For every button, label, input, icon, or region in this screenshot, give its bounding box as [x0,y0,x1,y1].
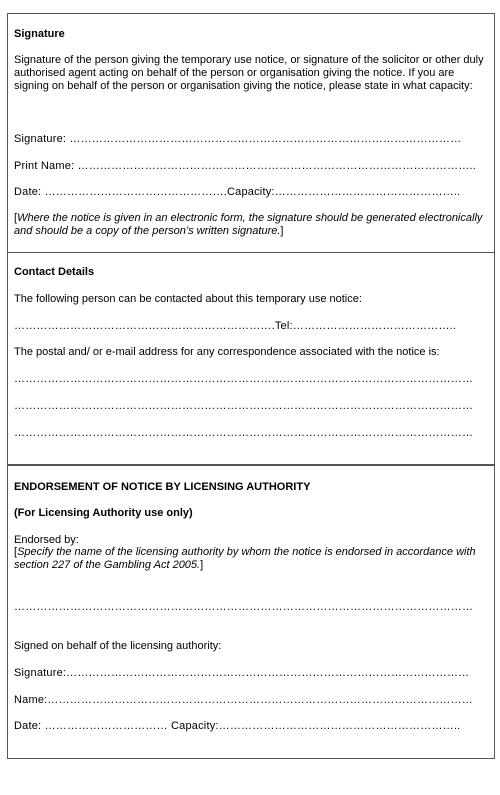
authority-date-capacity-field[interactable]: Date: …………………………… Capacity:……………………………………………………….. [14,720,461,732]
signature-intro: Signature of the person giving the temporary use notice, or signature of the solicitor or other duly authorised agent acting on behalf of the person or organisation giving the notice. If you are signing on behalf of the person or organisation giving the notice, please state in what capacity: [14,54,484,92]
contact-details-section [7,252,495,465]
print-name-field[interactable]: Print Name: …………………………………………………………………………………………….. [14,160,477,172]
address-field-1[interactable]: …………………………………………………………………………………………………………… [14,373,474,385]
signed-on-behalf-label: Signed on behalf of the licensing authority: [14,640,222,652]
authority-signature-field[interactable]: Signature:……………………………………………………………………………………………… [14,667,470,679]
signature-heading: Signature [14,28,65,40]
address-intro: The postal and/ or e-mail address for any correspondence associated with the notice is: [14,346,440,358]
contact-intro: The following person can be contacted about this temporary use notice: [14,293,362,305]
endorsed-by-field[interactable]: …………………………………………………………………………………………………………… [14,601,474,613]
electronic-signature-note: [Where the notice is given in an electronic form, the signature should be generated electronically and should be a copy of the person’s written signature.] [14,212,483,237]
endorsed-by-note: [Specify the name of the licensing authority by whom the notice is endorsed in accordance with section 227 of the Gambling Act 2005.] [14,546,476,571]
address-field-3[interactable]: …………………………………………………………………………………………………………… [14,427,474,439]
contact-tel-field[interactable]: …………………………………………………………….Tel:…………………………………….. [14,320,457,332]
address-field-2[interactable]: …………………………………………………………………………………………………………… [14,400,474,412]
endorsement-heading: ENDORSEMENT OF NOTICE BY LICENSING AUTHORITY [14,481,311,493]
date-capacity-field[interactable]: Date: ………………………………………….Capacity:………………………………………….. [14,186,461,198]
signature-section [7,13,495,253]
endorsed-by-label: Endorsed by: [14,534,79,546]
authority-name-field[interactable]: Name:…………………………………………………………………………………………………… [14,694,473,706]
contact-heading: Contact Details [14,266,95,278]
endorsement-section [7,464,495,759]
endorsement-subheading: (For Licensing Authority use only) [14,507,193,519]
signature-field[interactable]: Signature: …………………………………………………………………………………………… [14,133,462,145]
